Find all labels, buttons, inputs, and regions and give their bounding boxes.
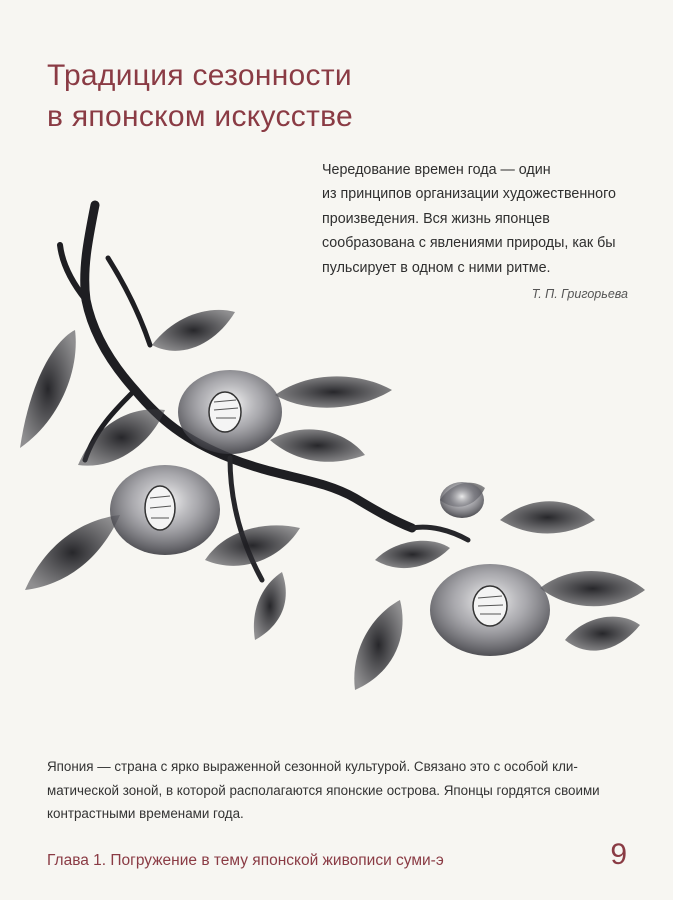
epigraph-line: сообразована с явлениями природы, как бы (322, 235, 616, 252)
body-paragraph (47, 755, 627, 826)
epigraph-line: пульсирует в одном с ними ритме. (322, 259, 551, 276)
chapter-footer: Глава 1. Погружение в тему японской живописи суми-э (47, 852, 444, 869)
flower-icon (178, 370, 282, 454)
body-line: контрастными временами года. (47, 806, 244, 821)
epigraph-author: Т. П. Григорьева (531, 287, 628, 301)
epigraph-line: из принципов организации художественного (322, 186, 616, 203)
flower-bud-icon (440, 482, 484, 518)
page-number: 9 (610, 838, 627, 871)
epigraph-line: произведения. Вся жизнь японцев (322, 210, 550, 227)
title-line-2: в японском искусстве (47, 100, 354, 133)
epigraph-line: Чередование времен года — один (322, 162, 551, 178)
flower-icon (110, 465, 220, 555)
body-line: матической зоной, в которой располагаются японские острова. Японцы гордятся своими (47, 782, 600, 798)
camellia-ink-painting-icon (0, 180, 673, 700)
flower-icon (430, 564, 550, 656)
title-line-1: Традиция сезонности (47, 59, 352, 92)
page-title (47, 55, 467, 137)
body-line: Япония — страна с ярко выраженной сезонной культурой. Связано это с особой кли- (47, 759, 578, 774)
